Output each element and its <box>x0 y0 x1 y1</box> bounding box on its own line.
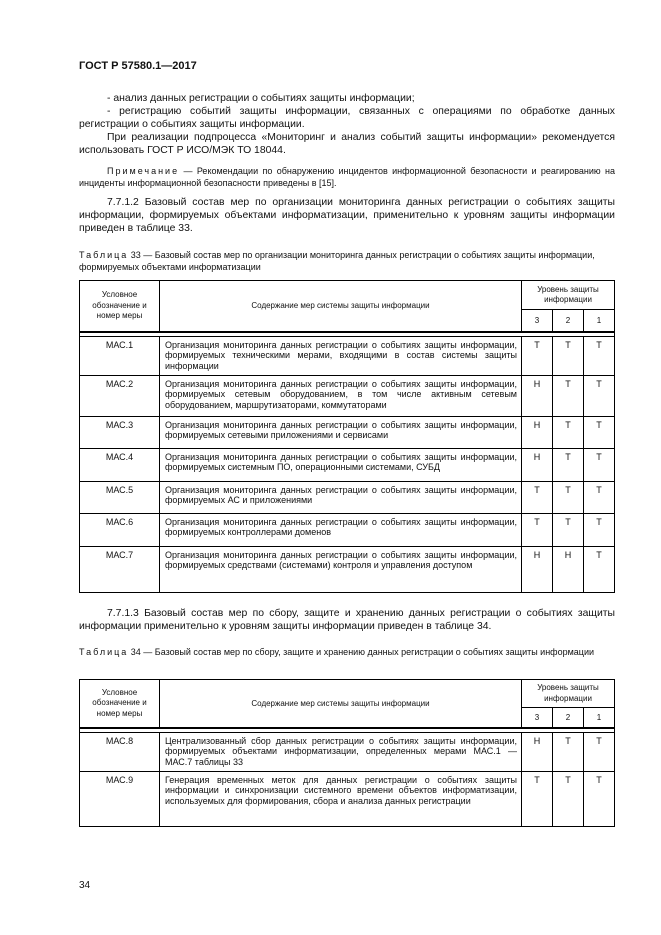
level-3-value: Н <box>522 416 553 448</box>
measure-code: МАС.7 <box>80 546 160 592</box>
level-1-value: Т <box>584 336 615 375</box>
level-3-value: Н <box>522 546 553 592</box>
table-33-head-levels: Уровень защиты информации <box>522 281 615 310</box>
table-34-head-level-3: 3 <box>522 708 553 728</box>
level-1-value: Т <box>584 546 615 592</box>
level-2-value: Н <box>553 546 584 592</box>
level-2-value: Т <box>553 448 584 481</box>
measure-text: Организация мониторинга данных регистрации о событиях защиты информации, формируемых АС и приложениями <box>160 481 522 513</box>
table-33-head-level-3: 3 <box>522 310 553 332</box>
level-3-value: Т <box>522 771 553 826</box>
table-row <box>80 771 615 826</box>
table-33-head-code: Условное обозначение и номер меры <box>80 281 160 332</box>
measure-text: Организация мониторинга данных регистрации о событиях защиты информации, формируемых техническими мерами, входящими в состав системы защиты информации <box>160 336 522 375</box>
note-text: — Рекомендации по обнаружению инцидентов информационной безопасности и реагированию на инциденты информационной безопасности приведены в [15]. <box>79 166 615 188</box>
table-33-caption <box>79 250 615 273</box>
document-header: ГОСТ Р 57580.1—2017 <box>79 60 197 72</box>
measure-code: МАС.2 <box>80 375 160 416</box>
paragraph-monitoring: При реализации подпроцесса «Мониторинг и анализ событий защиты информации» рекомендуется использовать ГОСТ Р ИСО/МЭК ТО 18044. <box>79 132 615 156</box>
paragraph-analysis: - анализ данных регистрации о событиях защиты информации; <box>107 93 415 104</box>
level-2-value: Т <box>553 513 584 546</box>
table-34-caption-text: 34 — Базовый состав мер по сбору, защите и хранению данных регистрации о событиях защиты информации <box>128 647 594 657</box>
measure-code: МАС.1 <box>80 336 160 375</box>
table-33-head-level-1: 1 <box>584 310 615 332</box>
table-row <box>80 416 615 448</box>
measure-text: Организация мониторинга данных регистрации о событиях защиты информации, формируемых контроллерами доменов <box>160 513 522 546</box>
paragraph-7-7-1-2: 7.7.1.2 Базовый состав мер по организации мониторинга данных регистрации о событиях защиты информации, формируемых объектами информатизации, применительно к уровням защиты информации приведен в таблице 33. <box>79 197 615 234</box>
level-3-value: Т <box>522 336 553 375</box>
measure-text: Организация мониторинга данных регистрации о событиях защиты информации, формируемых системным ПО, операционными системами, СУБД <box>160 448 522 481</box>
level-2-value: Т <box>553 375 584 416</box>
measure-code: МАС.4 <box>80 448 160 481</box>
measure-text: Централизованный сбор данных регистрации о событиях защиты информации, формируемых объектами информатизации, определенных мерами МАС.1 — МАС.7 таблицы 33 <box>160 732 522 771</box>
level-1-value: Т <box>584 732 615 771</box>
level-3-value: Т <box>522 481 553 513</box>
measure-text: Организация мониторинга данных регистрации о событиях защиты информации, формируемых сетевыми приложениями и сервисами <box>160 416 522 448</box>
table-34-head-code: Условное обозначение и номер меры <box>80 680 160 728</box>
table-34 <box>79 679 615 827</box>
table-33-head-level-2: 2 <box>553 310 584 332</box>
table-34-caption-label: Таблица <box>79 647 129 657</box>
table-row <box>80 375 615 416</box>
level-3-value: Н <box>522 448 553 481</box>
level-2-value: Т <box>553 732 584 771</box>
level-3-value: Т <box>522 513 553 546</box>
table-row <box>80 481 615 513</box>
table-33-caption-text: 33 — Базовый состав мер по организации мониторинга данных регистрации о событиях защиты информации, формируемых объектами информатизации <box>79 250 595 272</box>
table-33-caption-label: Таблица <box>79 250 129 260</box>
measure-code: МАС.5 <box>80 481 160 513</box>
level-1-value: Т <box>584 481 615 513</box>
level-1-value: Т <box>584 416 615 448</box>
note-paragraph <box>79 166 615 189</box>
measure-code: МАС.6 <box>80 513 160 546</box>
level-2-value: Т <box>553 416 584 448</box>
measure-text: Организация мониторинга данных регистрации о событиях защиты информации, формируемых сетевым оборудованием, в том числе активным сетевым оборудованием, маршрутизаторами, коммутаторами <box>160 375 522 416</box>
level-1-value: Т <box>584 513 615 546</box>
measure-text: Организация мониторинга данных регистрации о событиях защиты информации, формируемых средствами (системами) контроля и управления доступом <box>160 546 522 592</box>
note-label: Примечание <box>107 166 180 176</box>
measure-code: МАС.9 <box>80 771 160 826</box>
level-1-value: Т <box>584 448 615 481</box>
table-row <box>80 513 615 546</box>
table-34-caption <box>79 647 615 659</box>
table-33-head-content: Содержание мер системы защиты информации <box>160 281 522 332</box>
table-33 <box>79 280 615 593</box>
level-1-value: Т <box>584 375 615 416</box>
paragraph-7-7-1-3: 7.7.1.3 Базовый состав мер по сбору, защите и хранению данных регистрации о событиях защиты информации применительно к уровням защиты информации приведен в таблице 34. <box>79 608 615 632</box>
table-34-head-level-1: 1 <box>584 708 615 728</box>
table-34-head-levels: Уровень защиты информации <box>522 680 615 708</box>
paragraph-registration: - регистрацию событий защиты информации, связанных с операциями по обработке данных регистрации о событиях защиты информации. <box>79 106 615 130</box>
measure-code: МАС.3 <box>80 416 160 448</box>
level-1-value: Т <box>584 771 615 826</box>
table-row <box>80 546 615 592</box>
table-34-head-content: Содержание мер системы защиты информации <box>160 680 522 728</box>
level-3-value: Н <box>522 732 553 771</box>
table-row <box>80 732 615 771</box>
measure-code: МАС.8 <box>80 732 160 771</box>
level-3-value: Н <box>522 375 553 416</box>
table-row <box>80 448 615 481</box>
page-number: 34 <box>79 880 91 891</box>
level-2-value: Т <box>553 771 584 826</box>
level-2-value: Т <box>553 481 584 513</box>
table-34-head-level-2: 2 <box>553 708 584 728</box>
level-2-value: Т <box>553 336 584 375</box>
measure-text: Генерация временных меток для данных регистрации о событиях защиты информации и синхронизации системного времени объектов информатизации, используемых для формирования, сбора и анализа данных регистрации <box>160 771 522 826</box>
table-row <box>80 336 615 375</box>
